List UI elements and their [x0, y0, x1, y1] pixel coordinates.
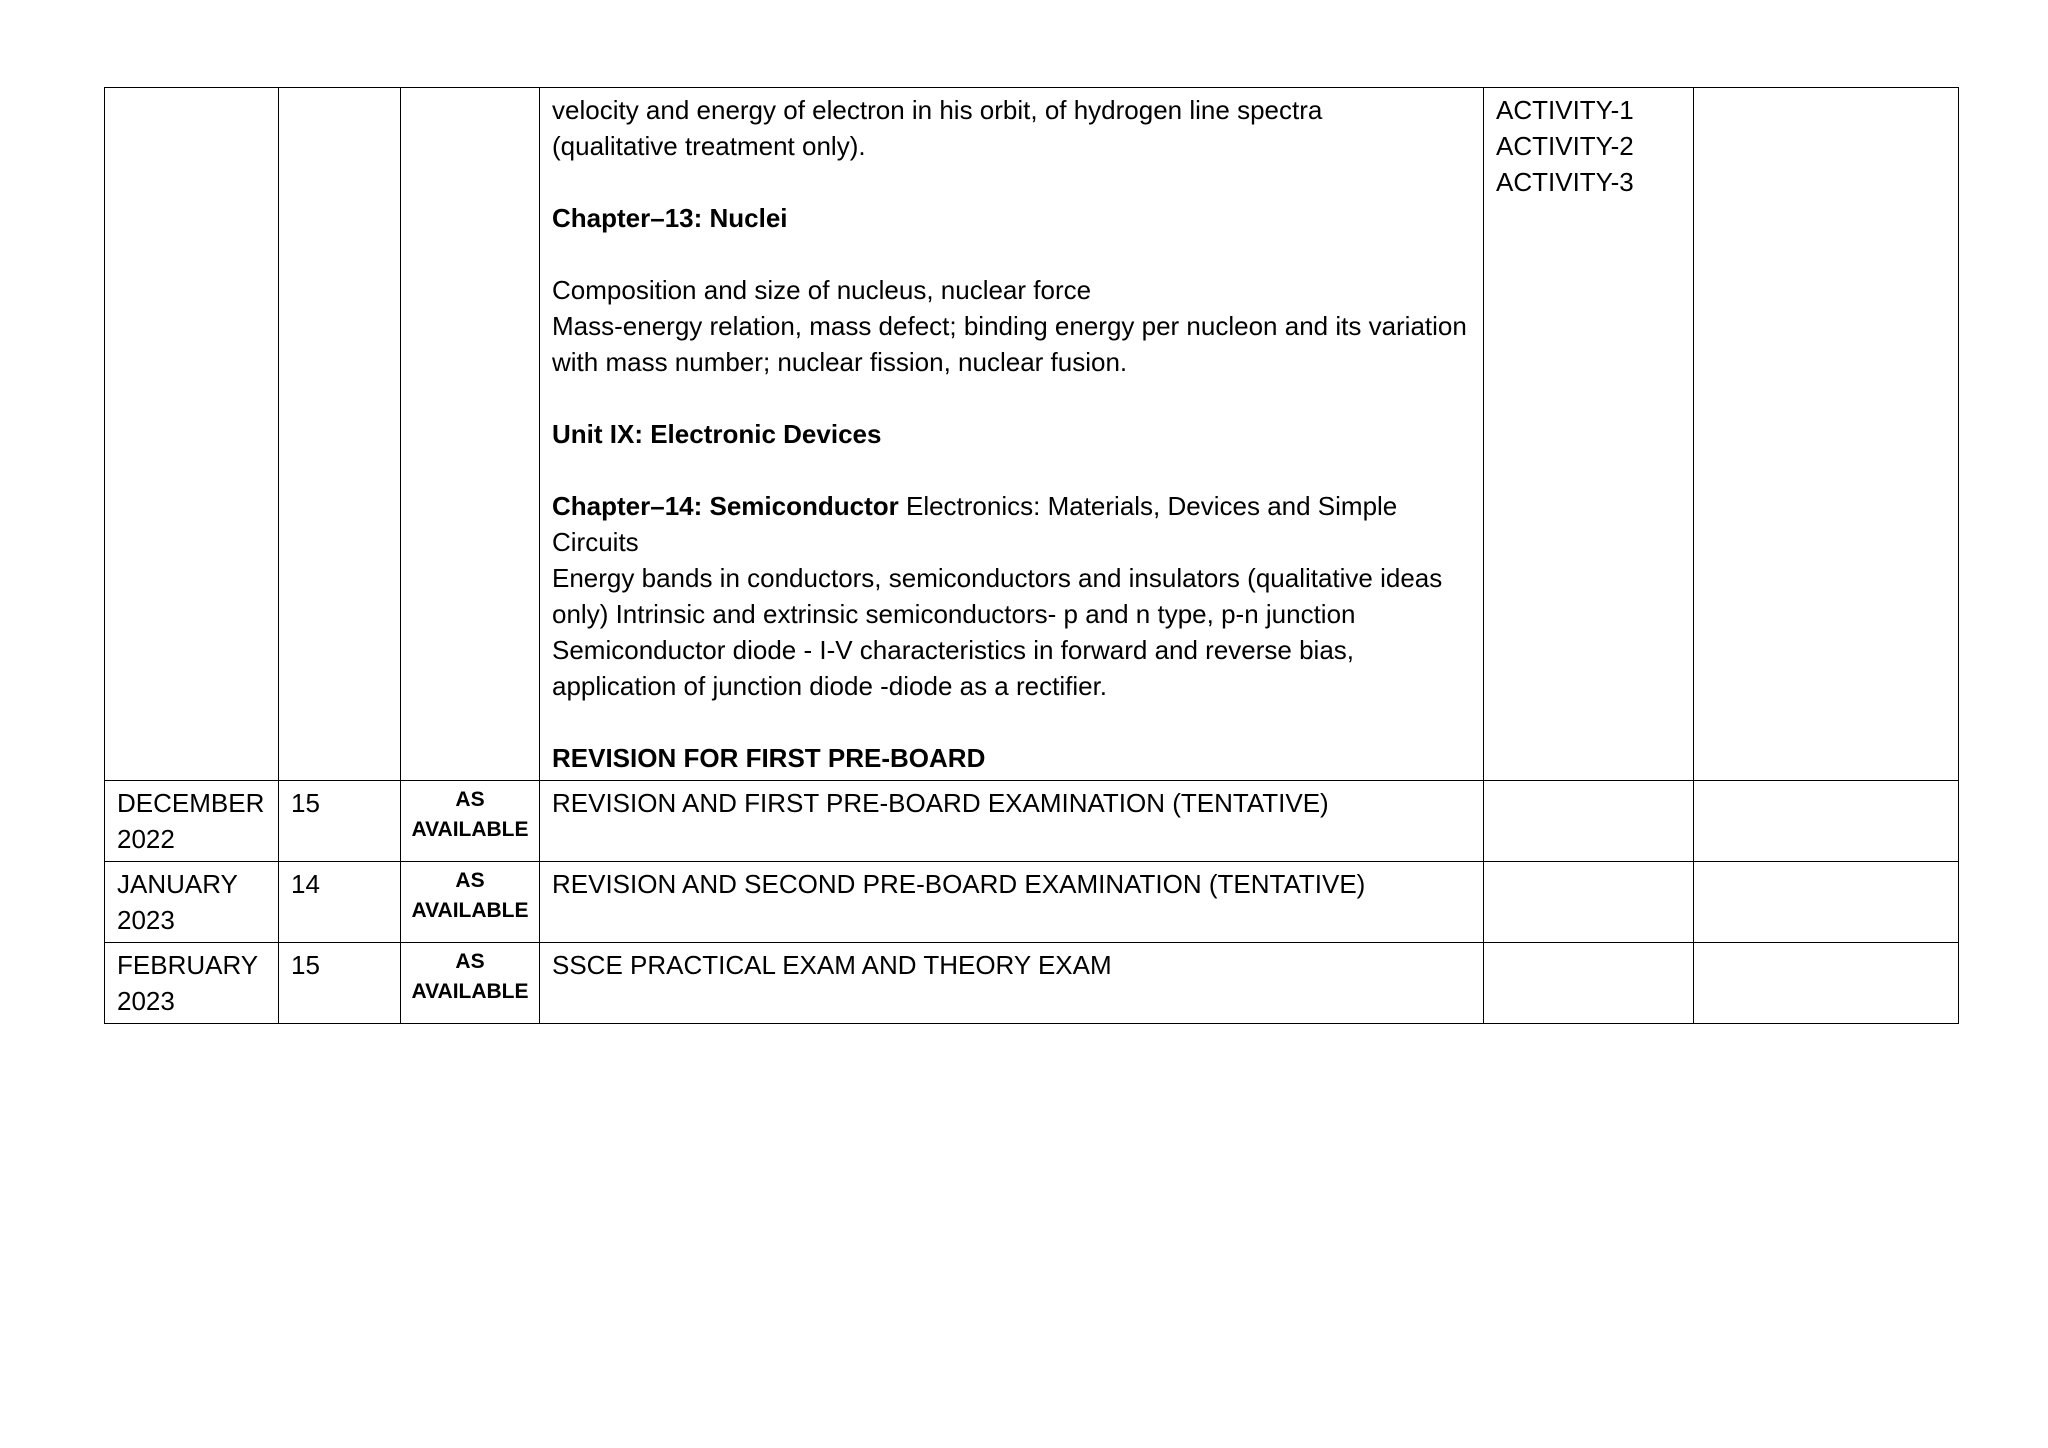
revision-heading: REVISION FOR FIRST PRE-BOARD	[552, 743, 986, 773]
chapter-14-heading-rest: Electronics: Materials, Devices and Simple Circuits	[552, 491, 1398, 557]
days-cell	[279, 88, 401, 781]
chapter-13-heading: Chapter–13: Nuclei	[552, 203, 788, 233]
syllabus-cell: REVISION AND SECOND PRE-BOARD EXAMINATION (TENTATIVE)	[540, 862, 1484, 943]
activity-item: ACTIVITY-2	[1496, 131, 1634, 161]
days-cell: 14	[279, 862, 401, 943]
syllabus-paragraph: Composition and size of nucleus, nuclear force	[552, 275, 1092, 305]
table-row	[105, 862, 1959, 943]
activity-item: ACTIVITY-3	[1496, 167, 1634, 197]
remarks-cell	[1694, 943, 1959, 1024]
month-cell	[105, 943, 279, 1024]
chapter-14-heading-line	[552, 488, 1471, 560]
syllabus-line: velocity and energy of electron in his orbit, of hydrogen line spectra	[552, 95, 1323, 125]
remarks-cell	[1694, 862, 1959, 943]
table-row	[105, 88, 1959, 781]
month-cell	[105, 781, 279, 862]
month-label: FEBRUARY	[117, 950, 259, 980]
activity-cell	[1484, 862, 1694, 943]
month-label: DECEMBER	[117, 788, 265, 818]
activity-cell	[1484, 88, 1694, 781]
days-cell: 15	[279, 781, 401, 862]
syllabus-cell: REVISION AND FIRST PRE-BOARD EXAMINATION (TENTATIVE)	[540, 781, 1484, 862]
chapter-14-heading: Chapter–14: Semiconductor	[552, 491, 899, 521]
periods-label: AS	[455, 869, 485, 892]
syllabus-paragraph: Energy bands in conductors, semiconductors and insulators (qualitative ideas only) Intrinsic and extrinsic semiconductors- p and n type, p-n junction	[552, 563, 1443, 629]
days-cell: 15	[279, 943, 401, 1024]
remarks-cell	[1694, 781, 1959, 862]
periods-cell	[401, 781, 540, 862]
split-up-syllabus-table	[104, 87, 1959, 1024]
syllabus-paragraph: Mass-energy relation, mass defect; binding energy per nucleon and its variation with mass number; nuclear fission, nuclear fusion.	[552, 311, 1467, 377]
year-label: 2022	[117, 824, 175, 854]
year-label: 2023	[117, 986, 175, 1016]
unit-9-heading: Unit IX: Electronic Devices	[552, 419, 882, 449]
syllabus-cell: SSCE PRACTICAL EXAM AND THEORY EXAM	[540, 943, 1484, 1024]
month-cell	[105, 88, 279, 781]
year-label: 2023	[117, 905, 175, 935]
periods-label: AS	[455, 788, 485, 811]
periods-cell	[401, 862, 540, 943]
month-label: JANUARY	[117, 869, 238, 899]
periods-label: AVAILABLE	[411, 899, 529, 922]
periods-cell	[401, 88, 540, 781]
periods-label: AS	[455, 950, 485, 973]
periods-label: AVAILABLE	[411, 818, 529, 841]
remarks-cell	[1694, 88, 1959, 781]
month-cell	[105, 862, 279, 943]
syllabus-paragraph: Semiconductor diode - I-V characteristics in forward and reverse bias, application of junction diode -diode as a rectifier.	[552, 635, 1355, 701]
syllabus-cell	[540, 88, 1484, 781]
periods-cell	[401, 943, 540, 1024]
periods-label: AVAILABLE	[411, 980, 529, 1003]
activity-cell	[1484, 781, 1694, 862]
activity-cell	[1484, 943, 1694, 1024]
table-row	[105, 781, 1959, 862]
syllabus-line: (qualitative treatment only).	[552, 131, 866, 161]
table-row	[105, 943, 1959, 1024]
activity-item: ACTIVITY-1	[1496, 95, 1634, 125]
